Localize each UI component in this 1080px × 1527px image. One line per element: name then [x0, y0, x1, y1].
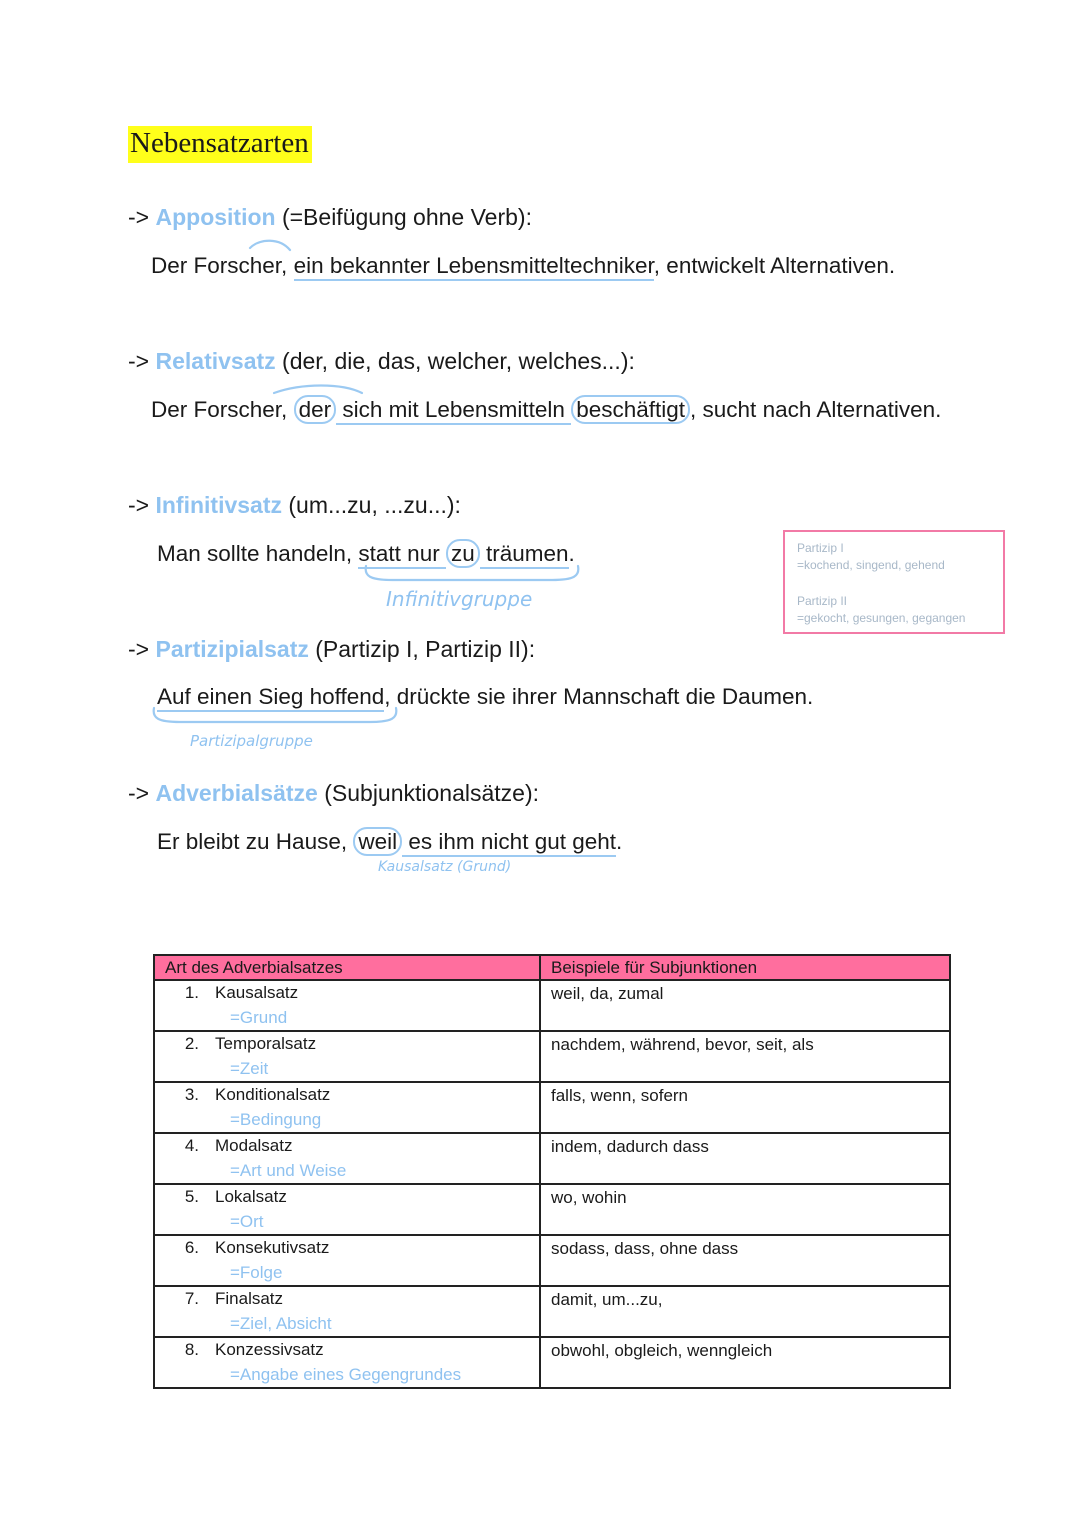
- row-meaning: =Zeit: [230, 1059, 269, 1078]
- header-beispiele: Beispiele für Subjunktionen: [540, 955, 950, 980]
- partizip-info-box: [783, 530, 1005, 634]
- desc-apposition: (=Beifügung ohne Verb):: [275, 204, 532, 230]
- row-number: 7.: [184, 1289, 199, 1308]
- row-meaning: =Angabe eines Gegengrundes: [230, 1365, 462, 1384]
- heading-apposition: [128, 202, 532, 232]
- row-name: Kausalsatz: [215, 983, 299, 1002]
- table-row: [154, 1031, 950, 1082]
- row-examples: falls, wenn, sofern: [540, 1082, 950, 1133]
- underlined-infinitivsatz: träumen: [480, 541, 569, 569]
- example-text: ,: [345, 541, 359, 566]
- table-row: [154, 1184, 950, 1235]
- row-name: Temporalsatz: [215, 1034, 317, 1053]
- example-text: Er bleibt zu Hause: [157, 829, 341, 854]
- example-text: Der Forscher: [151, 253, 282, 278]
- row-number: 2.: [184, 1034, 199, 1053]
- circled-zu: zu: [446, 539, 480, 568]
- partizip2-title: Partizip II: [797, 594, 848, 608]
- term-relativsatz: Relativsatz: [155, 348, 276, 374]
- row-meaning: =Art und Weise: [230, 1161, 347, 1180]
- row-meaning: =Ziel, Absicht: [230, 1314, 332, 1333]
- row-meaning: =Bedingung: [230, 1110, 322, 1129]
- example-adverbialsatz: [157, 827, 622, 857]
- row-examples: sodass, dass, ohne dass: [540, 1235, 950, 1286]
- term-apposition: Apposition: [155, 204, 276, 230]
- table-row: [154, 1082, 950, 1133]
- infinitivgruppe-brace: [362, 562, 584, 590]
- example-text: ,: [281, 397, 294, 422]
- example-text: Der Forscher: [151, 397, 282, 422]
- row-number: 8.: [184, 1340, 199, 1359]
- heading-relativsatz: [128, 346, 635, 376]
- table-header-row: [154, 955, 950, 980]
- heading-infinitivsatz: [128, 490, 461, 520]
- table-row: [154, 1286, 950, 1337]
- arrow: ->: [128, 348, 150, 374]
- row-examples: weil, da, zumal: [540, 980, 950, 1031]
- arrow: ->: [128, 204, 150, 230]
- arrow: ->: [128, 780, 150, 806]
- row-meaning: =Grund: [230, 1008, 288, 1027]
- row-examples: indem, dadurch dass: [540, 1133, 950, 1184]
- row-examples: nachdem, während, bevor, seit, als: [540, 1031, 950, 1082]
- partizipalgruppe-brace: [150, 704, 402, 732]
- example-text: Man sollte handeln: [157, 541, 346, 566]
- row-meaning: =Folge: [230, 1263, 283, 1282]
- term-infinitivsatz: Infinitivsatz: [155, 492, 282, 518]
- example-text: , entwickelt Alternativen.: [653, 253, 896, 278]
- term-partizipialsatz: Partizipialsatz: [155, 636, 309, 662]
- table-row: [154, 1235, 950, 1286]
- underlined-apposition: ein bekannter Lebensmitteltechniker: [294, 253, 654, 281]
- relativsatz-reference-arrow: [262, 381, 372, 401]
- page-title: Nebensatzarten: [128, 126, 312, 163]
- row-name: Lokalsatz: [215, 1187, 287, 1206]
- adverbialsatz-table: [153, 954, 951, 1389]
- row-examples: obwohl, obgleich, wenngleich: [540, 1337, 950, 1388]
- note-infinitivgruppe: Infinitivgruppe: [386, 587, 533, 611]
- row-examples: wo, wohin: [540, 1184, 950, 1235]
- note-kausalsatz: Kausalsatz (Grund): [378, 859, 512, 875]
- row-number: 3.: [184, 1085, 199, 1104]
- circled-relative-pronoun: der: [294, 395, 337, 424]
- partizip1-examples: =kochend, singend, gehend: [797, 558, 945, 572]
- row-number: 6.: [184, 1238, 199, 1257]
- underlined-adverbialsatz: es ihm nicht gut geht: [402, 829, 616, 857]
- arrow: ->: [128, 636, 150, 662]
- example-text: .: [568, 541, 575, 566]
- circled-subjunktion: weil: [353, 827, 402, 856]
- row-name: Konzessivsatz: [215, 1340, 324, 1359]
- row-number: 5.: [184, 1187, 199, 1206]
- term-adverbialsaetze: Adverbialsätze: [155, 780, 318, 806]
- note-partizipalgruppe: Partizipalgruppe: [190, 732, 313, 750]
- example-text: , drückte sie ihrer Mannschaft die Daumen.: [384, 684, 814, 709]
- desc-infinitivsatz: (um...zu, ...zu...):: [282, 492, 461, 518]
- apposition-reference-arrow: [240, 236, 300, 260]
- table-row: [154, 1337, 950, 1388]
- row-meaning: =Ort: [230, 1212, 264, 1231]
- underlined-partizipialsatz: Auf einen Sieg hoffend: [157, 684, 384, 712]
- example-text: , sucht nach Alternativen.: [690, 397, 942, 422]
- row-name: Finalsatz: [215, 1289, 284, 1308]
- header-art: Art des Adverbialsatzes: [154, 955, 540, 980]
- table-row: [154, 980, 950, 1031]
- row-number: 1.: [184, 983, 199, 1002]
- underlined-infinitivsatz: statt nur: [358, 541, 446, 569]
- row-name: Konsekutivsatz: [215, 1238, 330, 1257]
- heading-adverbialsaetze: [128, 778, 539, 808]
- desc-adverbialsaetze: (Subjunktionalsätze):: [317, 780, 540, 806]
- partizip1-title: Partizip I: [797, 541, 844, 555]
- partizip2-examples: =gekocht, gesungen, gegangen: [797, 611, 966, 625]
- example-text: ,: [281, 253, 294, 278]
- row-name: Konditionalsatz: [215, 1085, 331, 1104]
- circled-verb: beschäftigt: [571, 395, 690, 424]
- row-name: Modalsatz: [215, 1136, 293, 1155]
- row-examples: damit, um...zu,: [540, 1286, 950, 1337]
- example-text: .: [616, 829, 623, 854]
- arrow: ->: [128, 492, 150, 518]
- heading-partizipialsatz: [128, 634, 535, 664]
- example-text: ,: [340, 829, 354, 854]
- table-row: [154, 1133, 950, 1184]
- row-number: 4.: [184, 1136, 199, 1155]
- desc-relativsatz: (der, die, das, welcher, welches...):: [275, 348, 635, 374]
- desc-partizipialsatz: (Partizip I, Partizip II):: [308, 636, 536, 662]
- underlined-relativsatz: sich mit Lebensmitteln: [336, 397, 571, 425]
